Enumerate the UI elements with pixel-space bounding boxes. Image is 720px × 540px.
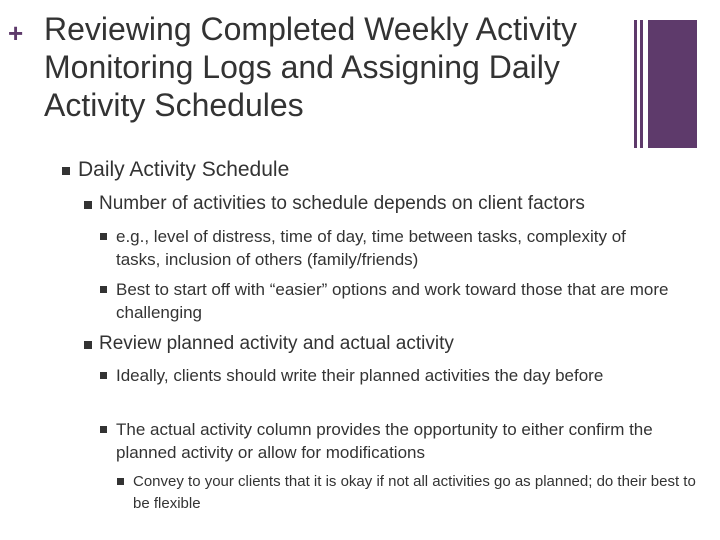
decorative-bar-thin-1 <box>634 20 637 148</box>
bullet-square-icon <box>100 233 107 240</box>
bullet-square-icon <box>100 372 107 379</box>
bullet-text: The actual activity column provides the opportunity to either confirm the planned activity or allow for modifications <box>116 420 653 462</box>
bullet-text: e.g., level of distress, time of day, time between tasks, complexity of tasks, inclusion of others (family/friends) <box>116 227 626 269</box>
bullet-text: Best to start off with “easier” options and work toward those that are more challenging <box>116 280 669 322</box>
decorative-bar-thin-2 <box>640 20 643 148</box>
bullet-text: Number of activities to schedule depends on client factors <box>99 193 585 214</box>
bullet-text: Daily Activity Schedule <box>78 158 290 181</box>
bullet-square-icon <box>84 341 92 349</box>
bullet-text: Ideally, clients should write their planned activities the day before <box>116 366 604 385</box>
plus-icon: + <box>8 18 24 48</box>
bullet-square-icon <box>100 426 107 433</box>
bullet-square-icon <box>117 478 124 485</box>
bullet-text: Review planned activity and actual activity <box>99 333 454 354</box>
slide-title: Reviewing Completed Weekly Activity Monitoring Logs and Assigning Daily Activity Schedules <box>44 11 577 123</box>
bullet-square-icon <box>100 286 107 293</box>
decorative-bar-block <box>648 20 697 148</box>
bullet-square-icon <box>62 167 70 175</box>
bullet-square-icon <box>84 201 92 209</box>
bullet-text: Convey to your clients that it is okay if not all activities go as planned; do their best to be flexible <box>133 473 696 512</box>
